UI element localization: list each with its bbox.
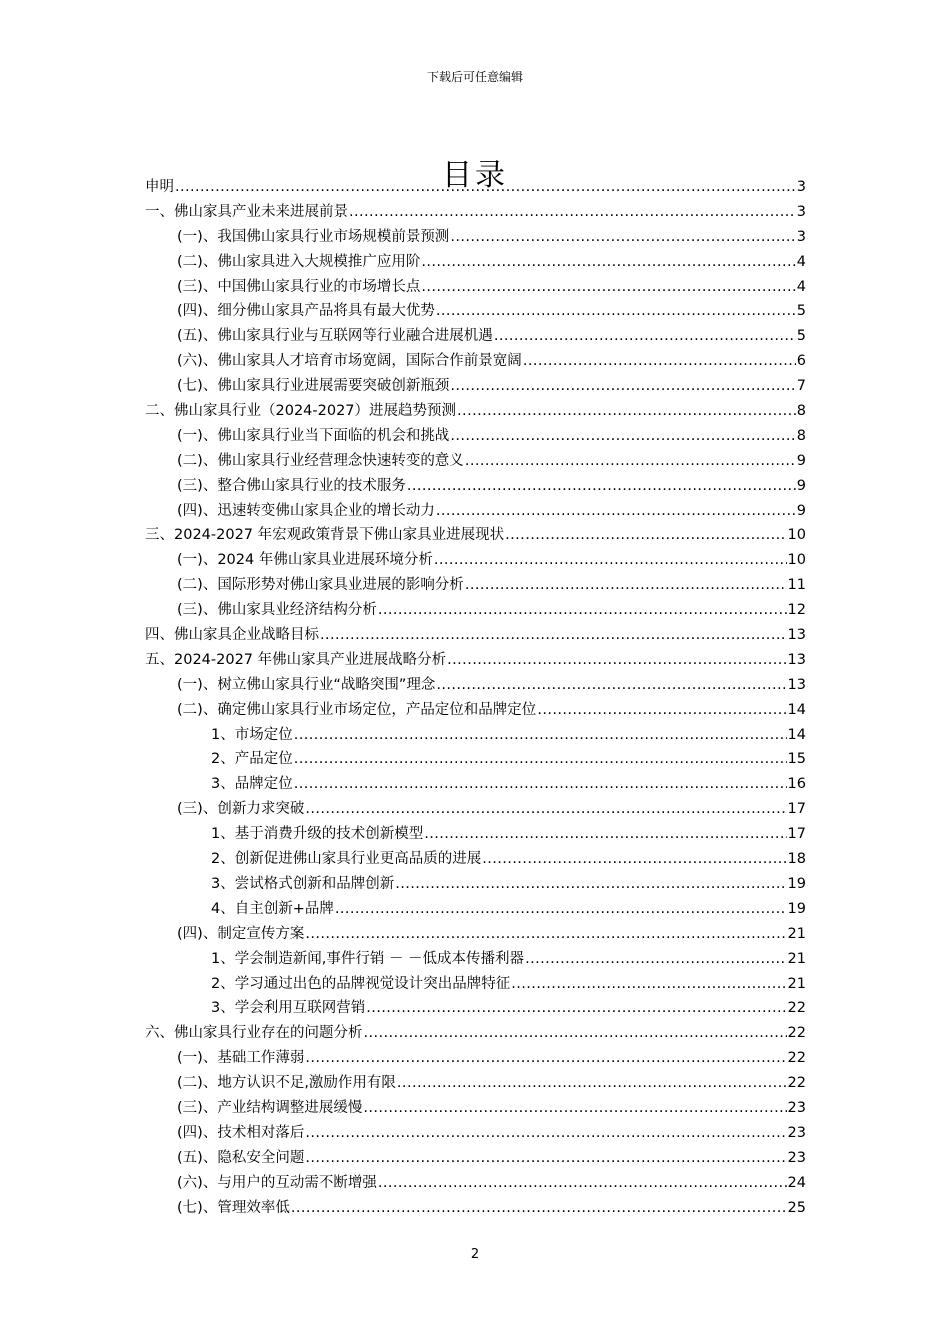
toc-entry-label: (五)、佛山家具行业与互联网等行业融合进展机遇 [177, 328, 493, 345]
toc-entry[interactable] [145, 424, 806, 449]
toc-entry[interactable] [145, 523, 806, 548]
toc-entry-label: 二、佛山家具行业（2024-2027）进展趋势预测 [145, 403, 457, 420]
toc-entry-page: 23 [787, 1099, 806, 1116]
toc-entry-label: 三、2024-2027 年宏观政策背景下佛山家具业进展现状 [145, 527, 505, 544]
toc-entry-page: 7 [796, 378, 806, 395]
toc-leader-dots [421, 250, 795, 275]
toc-leader-dots [436, 673, 786, 698]
toc-leader-dots [364, 1021, 787, 1046]
toc-entry[interactable] [145, 175, 806, 200]
toc-entry-label: 2、学习通过出色的品牌视觉设计突出品牌特征 [211, 975, 511, 992]
toc-leader-dots [395, 872, 786, 897]
toc-entry-page: 10 [787, 552, 806, 569]
toc-leader-dots [424, 822, 786, 847]
toc-entry-label: 四、佛山家具企业战略目标 [145, 627, 319, 644]
toc-entry[interactable] [145, 747, 806, 772]
toc-leader-dots [378, 598, 787, 623]
toc-entry-label: 3、学会利用互联网营销 [211, 1000, 366, 1017]
toc-entry-page: 9 [796, 502, 806, 519]
toc-entry[interactable] [145, 1071, 806, 1096]
toc-entry-label: (三)、佛山家具业经济结构分析 [177, 602, 377, 619]
toc-entry-page: 22 [787, 1075, 806, 1092]
toc-entry-label: 五、2024-2027 年佛山家具产业进展战略分析 [145, 651, 447, 668]
toc-entry-label: (三)、整合佛山家具行业的技术服务 [177, 477, 406, 494]
toc-entry-label: 4、自主创新+品牌 [211, 900, 334, 917]
toc-leader-dots [450, 225, 795, 250]
toc-leader-dots [457, 399, 796, 424]
toc-entry-label: (一)、佛山家具行业当下面临的机会和挑战 [177, 427, 450, 444]
toc-entry-label: 2、产品定位 [211, 751, 293, 768]
toc-leader-dots [505, 523, 786, 548]
toc-entry-label: (四)、技术相对落后 [177, 1124, 305, 1141]
toc-entry-label: (四)、细分佛山家具产品将具有最大优势 [177, 303, 435, 320]
toc-leader-dots [511, 972, 786, 997]
toc-entry[interactable] [145, 225, 806, 250]
toc-entry[interactable] [145, 1171, 806, 1196]
toc-entry-page: 16 [787, 776, 806, 793]
toc-entry-label: 3、尝试格式创新和品牌创新 [211, 875, 395, 892]
toc-leader-dots [305, 1046, 786, 1071]
toc-entry-label: (一)、基础工作薄弱 [177, 1050, 305, 1067]
toc-entry[interactable] [145, 250, 806, 275]
toc-entry[interactable] [145, 972, 806, 997]
toc-entry[interactable] [145, 399, 806, 424]
toc-entry-label: (一)、树立佛山家具行业“战略突围”理念 [177, 676, 436, 693]
toc-entry[interactable] [145, 573, 806, 598]
toc-leader-dots [294, 747, 787, 772]
toc-entry[interactable] [145, 1096, 806, 1121]
toc-entry-page: 13 [787, 651, 806, 668]
toc-entry-page: 21 [787, 975, 806, 992]
toc-leader-dots [523, 349, 796, 374]
toc-entry-page: 24 [787, 1174, 806, 1191]
table-of-contents [145, 175, 806, 1220]
toc-entry-label: (七)、管理效率低 [177, 1199, 290, 1216]
toc-entry-label: 1、基于消费升级的技术创新模型 [211, 826, 424, 843]
toc-leader-dots [305, 922, 786, 947]
page-title: 目录 [442, 158, 508, 194]
toc-entry[interactable] [145, 797, 806, 822]
toc-entry-label: (四)、迅速转变佛山家具企业的增长动力 [177, 502, 435, 519]
toc-entry-page: 8 [796, 427, 806, 444]
toc-leader-dots [294, 772, 787, 797]
toc-leader-dots [421, 275, 795, 300]
toc-entry[interactable] [145, 299, 806, 324]
toc-entry-page: 17 [787, 801, 806, 818]
toc-leader-dots [436, 499, 796, 524]
toc-entry-label: (一)、2024 年佛山家具业进展环境分析 [177, 552, 433, 569]
toc-entry-page: 15 [787, 751, 806, 768]
toc-entry-label: (二)、国际形势对佛山家具业进展的影响分析 [177, 577, 464, 594]
toc-entry[interactable] [145, 1146, 806, 1171]
toc-entry-page: 22 [787, 1025, 806, 1042]
toc-entry[interactable] [145, 922, 806, 947]
toc-entry-label: 3、品牌定位 [211, 776, 293, 793]
toc-entry-page: 19 [787, 875, 806, 892]
toc-entry-page: 9 [796, 477, 806, 494]
toc-entry-page: 13 [787, 627, 806, 644]
toc-entry[interactable] [145, 872, 806, 897]
toc-leader-dots [525, 947, 786, 972]
toc-entry-page: 22 [787, 1000, 806, 1017]
toc-entry-page: 21 [787, 950, 806, 967]
toc-entry-label: (二)、确定佛山家具行业市场定位，产品定位和品牌定位 [177, 701, 537, 718]
toc-entry[interactable] [145, 623, 806, 648]
toc-entry-page: 6 [796, 353, 806, 370]
toc-entry[interactable] [145, 772, 806, 797]
toc-entry-page: 8 [796, 403, 806, 420]
toc-entry-page: 13 [787, 676, 806, 693]
toc-entry[interactable] [145, 847, 806, 872]
toc-entry-page: 14 [787, 701, 806, 718]
toc-entry[interactable] [145, 275, 806, 300]
toc-leader-dots [450, 424, 795, 449]
toc-entry-page: 25 [787, 1199, 806, 1216]
toc-entry-page: 11 [787, 577, 806, 594]
toc-entry-page: 4 [796, 278, 806, 295]
toc-entry-page: 4 [796, 253, 806, 270]
toc-entry[interactable] [145, 449, 806, 474]
toc-leader-dots [335, 897, 787, 922]
toc-entry-label: (一)、我国佛山家具行业市场规模前景预测 [177, 228, 450, 245]
toc-entry[interactable] [145, 648, 806, 673]
toc-entry-label: (六)、与用户的互动需不断增强 [177, 1174, 377, 1191]
toc-leader-dots [294, 723, 787, 748]
toc-entry-page: 10 [787, 527, 806, 544]
toc-entry-label: (二)、佛山家具行业经营理念快速转变的意义 [177, 452, 464, 469]
toc-leader-dots [349, 200, 796, 225]
toc-entry[interactable] [145, 698, 806, 723]
toc-leader-dots [305, 1146, 786, 1171]
toc-entry-label: (四)、制定宣传方案 [177, 925, 305, 942]
toc-entry[interactable] [145, 200, 806, 225]
toc-leader-dots [447, 648, 786, 673]
toc-leader-dots [465, 573, 787, 598]
toc-entry[interactable] [145, 1196, 806, 1221]
toc-entry[interactable] [145, 822, 806, 847]
toc-entry-page: 5 [796, 328, 806, 345]
toc-entry[interactable] [145, 499, 806, 524]
toc-entry-label: 2、创新促进佛山家具行业更高品质的进展 [211, 851, 482, 868]
toc-leader-dots [305, 1121, 786, 1146]
toc-entry-page: 5 [796, 303, 806, 320]
toc-entry-page: 14 [787, 726, 806, 743]
toc-entry-page: 3 [796, 203, 806, 220]
toc-leader-dots [305, 797, 786, 822]
toc-leader-dots [465, 449, 796, 474]
toc-entry-page: 3 [796, 228, 806, 245]
toc-entry-page: 21 [787, 925, 806, 942]
toc-entry-page: 23 [787, 1149, 806, 1166]
toc-entry-page: 12 [787, 602, 806, 619]
toc-entry[interactable] [145, 374, 806, 399]
toc-entry-page: 3 [796, 179, 806, 195]
toc-entry-page: 18 [787, 851, 806, 868]
toc-entry-page: 22 [787, 1050, 806, 1067]
toc-entry-label: 申明 [145, 179, 174, 195]
toc-leader-dots [366, 996, 786, 1021]
toc-leader-dots [320, 623, 787, 648]
toc-entry[interactable] [145, 1021, 806, 1046]
toc-leader-dots [291, 1196, 787, 1221]
toc-entry-page: 23 [787, 1124, 806, 1141]
toc-entry[interactable] [145, 324, 806, 349]
toc-entry[interactable] [145, 474, 806, 499]
toc-entry-label: (二)、佛山家具进入大规模推广应用阶 [177, 253, 421, 270]
toc-entry[interactable] [145, 598, 806, 623]
toc-entry-page: 9 [796, 452, 806, 469]
toc-leader-dots [450, 374, 795, 399]
toc-leader-dots [175, 175, 796, 200]
header-note: 下载后可任意编辑 [426, 70, 523, 84]
toc-entry-label: 1、市场定位 [211, 726, 293, 743]
toc-leader-dots [363, 1096, 786, 1121]
page-number: 2 [470, 1247, 480, 1262]
toc-entry-label: 六、佛山家具行业存在的问题分析 [145, 1025, 363, 1042]
toc-leader-dots [407, 474, 796, 499]
toc-entry[interactable] [145, 1121, 806, 1146]
toc-leader-dots [482, 847, 786, 872]
toc-entry-label: 一、佛山家具产业未来进展前景 [145, 203, 348, 220]
toc-entry-page: 19 [787, 900, 806, 917]
toc-entry-label: (三)、中国佛山家具行业的市场增长点 [177, 278, 421, 295]
toc-entry[interactable] [145, 897, 806, 922]
toc-leader-dots [436, 299, 796, 324]
toc-entry[interactable] [145, 1046, 806, 1071]
toc-entry-label: (三)、产业结构调整进展缓慢 [177, 1099, 363, 1116]
toc-leader-dots [378, 1171, 787, 1196]
toc-leader-dots [434, 548, 787, 573]
toc-entry[interactable] [145, 723, 806, 748]
toc-leader-dots [537, 698, 786, 723]
toc-entry-label: (五)、隐私安全问题 [177, 1149, 305, 1166]
toc-entry[interactable] [145, 996, 806, 1021]
toc-entry-label: (二)、地方认识不足,激励作用有限 [177, 1075, 396, 1092]
toc-entry[interactable] [145, 673, 806, 698]
toc-entry-label: (三)、创新力求突破 [177, 801, 305, 818]
toc-leader-dots [494, 324, 796, 349]
toc-entry-label: 1、学会制造新闻,事件行销 － －低成本传播利器 [211, 950, 525, 967]
toc-leader-dots [397, 1071, 787, 1096]
toc-entry-label: (七)、佛山家具行业进展需要突破创新瓶颈 [177, 378, 450, 395]
toc-entry-page: 17 [787, 826, 806, 843]
toc-entry[interactable] [145, 349, 806, 374]
toc-entry[interactable] [145, 947, 806, 972]
toc-entry-label: (六)、佛山家具人才培育市场宽阔，国际合作前景宽阔 [177, 353, 522, 370]
toc-entry[interactable] [145, 548, 806, 573]
